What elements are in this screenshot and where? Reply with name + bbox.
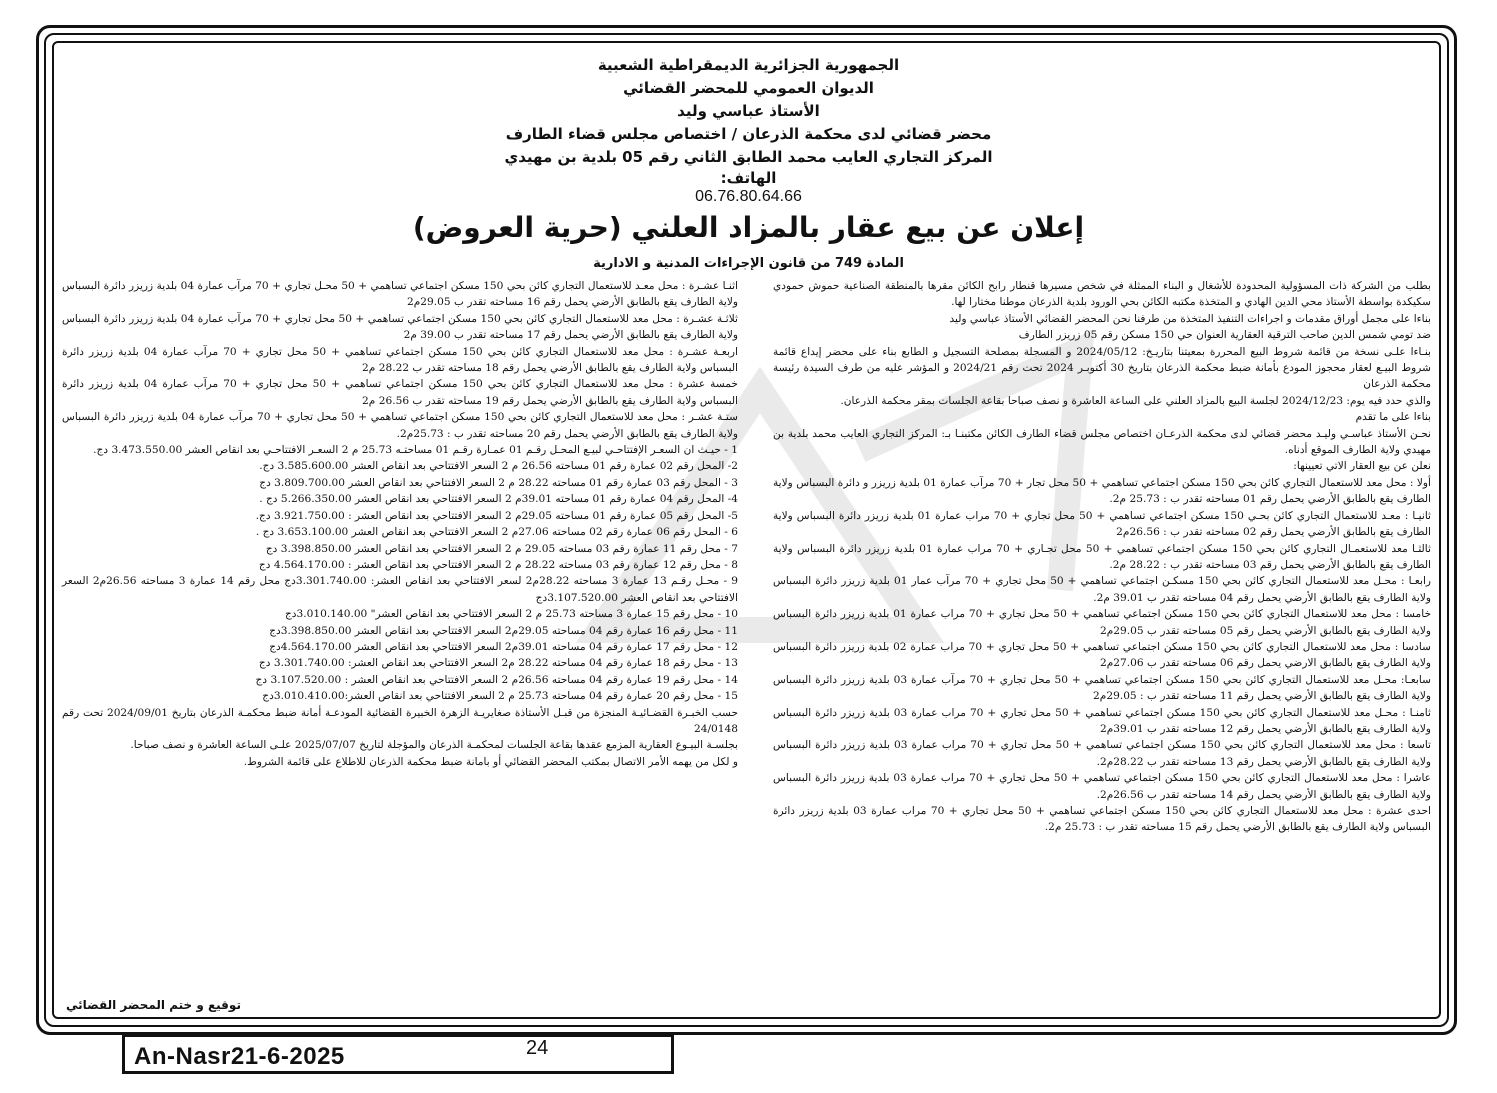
paragraph: رابعـا : محـل معد للاستعمال التجاري كائن بحي 150 مسكـن اجتماعي تساهمي + 50 محل تجاري + 70 مرآب عمار 01 بلدية زريزر دائرة البسباس ولاية الطارف يقع بالطابق الأرضي يحمل رقم 04 مساحته تقدر ب 39.01 م2. xyxy=(773,575,1432,604)
paragraph: والذي حدد فيه يوم: 2024/12/23 لجلسة البيع بالمزاد العلني على الساعة العاشرة و نصف صباحا بقاعة الجلسات بمقر محكمة الذرعان. xyxy=(840,394,1431,407)
paragraph: 2- المحل رقم 02 عمارة رقم 01 مساحته 26.56 م 2 السعر الافتتاحي بعد انقاص العشر 3.585.600.00 دج. xyxy=(259,460,738,473)
paragraph: أولا : محل معد للاستعمال التجاري كائن بحي 150 مسكن اجتماعي تساهمي + 50 محل تجار + 70 مرآب عمارة 01 بلدية زريزر و دائرة البسباس ولاية الطارف يقع بالطابق الأرضي يحمل رقم 01 مساحته تقدر ب : 25.73 م2. xyxy=(773,476,1431,506)
left-text-column xyxy=(62,278,738,770)
paragraph: سابعـا: محـل معد للاستعمال التجاري كائن بحي 150 مسكن اجتماعي تساهمي + 50 محل تجاري + 70 مرآب عمارة 03 بلدية زريزر دائرة البسباس ولاية الطارف يقع بالطابق الأرضي يحمل رقم 11 مساحته تقدر ب : 29.05م2 xyxy=(773,673,1431,703)
paragraph: و لكل من يهمه الأمر الاتصال بمكتب المحضر القضائي أو بامانة ضبط محكمة الذرعان للاطلاع على قائمة الشروط. xyxy=(243,755,738,768)
paragraph: ثانيـا : معـد للاستعمال التجاري كائن بحـي 150 مسكن اجتماعي تساهمي + 50 محل تجاري + 70 مراب عمارة 01 بلدية زريزر دائرة البسباس ولاية الطارف يقع بالطابق الأرضي يحمل رقم 02 مساحته تقدر ب : 26.56م2 xyxy=(773,509,1431,539)
paragraph: نعلن عن بيع العقار الاتي تعيينها: xyxy=(1293,460,1431,473)
paragraph: 13 - محل رقم 18 عمارة رقم 04 مساحته 28.22 م2 السعر الافتتاحي بعد انقاص العشر: 3.301.740.00 دج xyxy=(258,657,738,670)
paragraph: 6 - المحل رقم 06 عمارة رقم 02 مساحته 27.06م 2 السعر الافتتاحي بعد انقاص العشر 3.653.100.00 دج . xyxy=(255,526,738,539)
header-office: الديوان العمومي للمحضر القضائي xyxy=(623,79,874,97)
legal-article: المادة 749 من قانون الإجراءات المدنية و الادارية xyxy=(593,256,904,271)
paragraph: 9 - محـل رقـم 13 عمارة 3 مساحته 28.22م2 لسعر الافتتاحي بعد انقاص العشر: 3.301.740.00دج محل رقم 14 عمارة 3 مساحته 26.56م2 السعر الافتتاحي بعد انقاص العشر 3.107.520.00دج xyxy=(62,575,739,604)
paragraph: ثلاثـة عشـرة : محل معد للاستعمال التجاري كائن بحي 150 مسكن اجتماعي تساهمي + 50 محل تجاري + 70 مرآب عمارة 04 بلدية زريزر دائرة البسباس ولاية الطارف يقع بالطابق الأرضي يحمل رقم 17 مساحته تقدر ب 39.00 م2 xyxy=(62,312,738,342)
paragraph: 8 - محل رقم 12 عمارة رقم 03 مساحته 28.22 م 2 السعر الافتتاحي بعد انقاص العشر : 4.564.170.00 دج xyxy=(258,558,738,571)
paragraph: ستـة عشـر : محل معد للاستعمال التجاري كائن بحي 150 مسكن اجتماعي تساهمي + 50 محل تجاري + 70 مرآب عمارة 04 بلدية زريزر دائرة البسباس ولاية الطارف يقع بالطابق الأرضي يحمل رقم 20 مساحته تقدر ب : 25.73م2. xyxy=(62,411,739,440)
paragraph: بناءا على مجمل أوراق مقدمات و اجراءات التنفيذ المتخذة من طرفنا نحن المحضر القضائي الأستاذ عباسي وليد xyxy=(949,312,1431,325)
signature-line: توقيع و ختم المحضر القضائي xyxy=(66,998,241,1012)
paragraph: 12 - محل رقم 17 عمارة رقم 04 مساحته 39.01م2 السعر الافتتاحي بعد انقاص العشر 4.564.170.00دج xyxy=(269,640,738,653)
document-header xyxy=(300,54,1197,207)
phone-label: الهاتف: xyxy=(720,169,777,187)
paragraph: 15 - محل رقم 20 عمارة رقم 04 مساحته 25.73 م 2 السعر الافتتاحي بعد انقاص العشر:3.010.410.00دج xyxy=(262,690,738,703)
paragraph: 14 - محل رقم 19 عمارة رقم 04 مساحته 26.56م 2 السعر الافتتاحي بعد انقاص العشر : 3.107.520.00 دج xyxy=(255,673,738,686)
paragraph: بنـاءا علـى نسخة من قائمة شروط البيع المحررة بمعيتنا بتاريـخ: 2024/05/12 و المسجلة بمصلحة التسجيل و الطابع بناء على محضر إيداع قائمة شروط البيـع لعقار محجوز المودع بأمانة ضبط محكمة الذرعان بتاريخ 30 أكتوبـر 2024 تحت رقم 2024/21 و المؤشر عليه من طرف السيدة رئيسة محكمة الذرعان xyxy=(773,345,1431,391)
paragraph: خامسا : محل معد للاستعمال التجاري كائن بحي 150 مسكن اجتماعي تساهمي + 50 محل تجاري + 70 مراب عمارة 01 بلدية زريزر دائرة البسباس ولاية الطارف يقع بالطابق الأرضي يحمل رقم 05 مساحته تقدر ب 29.05م2 xyxy=(773,608,1431,637)
paragraph: نحـن الأستاذ عباسـي وليـد محضر قضائي لدى محكمة الذرعـان اختصاص مجلس قضاء الطارف الكائن مكتبنـا بـ: المركز التجاري العايب محمد بلدية بن مهيدي ولاية الطارف الموقع أدناه. xyxy=(773,427,1431,457)
paragraph: ثالثـا معد للاستعمـال التجاري كائن بحي 150 مسكن اجتماعي تساهمي + 50 محل تجـاري + 70 مراب عمارة 01 بلدية زريزر دائرة البسباس ولاية الطارف يقع بالطابق الأرضي يحمل رقم 03 مساحته تقدر ب : 28.22 م2. xyxy=(773,542,1431,571)
paragraph: سادسا : محل معد للاستعمال التجاري كائن بحي 150 مسكن اجتماعي تساهمي + 50 محل تجاري + 70 مراب عمارة 02 بلدية زريزر دائرة البسباس ولاية الطارف يقع بالطابق الارضي يحمل رقم 06 مساحته تقدر ب 27.06م2 xyxy=(773,640,1431,670)
paragraph: اربعـة عشـرة : محل معد للاستعمال التجاري كائن بحي 150 مسكن اجتماعي تساهمي + 50 محل تجاري + 70 مرآب عمارة 04 بلدية زريزر دائرة البسباس ولاية الطارف يقع بالطابق الأرضي يحمل رقم 18 مساحته تقدر ب 28.22 م2 xyxy=(62,345,738,375)
paragraph: بطلب من الشركة ذات المسؤولية المحدودة للأشغال و البناء الممثلة في شخص مسيرها قنطار رابح الكائن مقرها بالمنطقة الصناعية حموش حمودي سكيكدة بواسطة الأستاذ محي الدين الهادي و المتخذة مكتبه الكائن بحي الورود بلدية الذرعان موطنا مختارا لها. xyxy=(773,280,1431,309)
phone-number: 06.76.80.64.66 xyxy=(695,188,802,205)
header-republic: الجمهورية الجزائرية الديمقراطية الشعبية xyxy=(597,56,900,74)
right-text-column xyxy=(773,278,1431,836)
paragraph: عاشرا : محل معد للاستعمال التجاري كائن بحي 150 مسكن اجتماعي تساهمي + 50 محل تجاري + 70 مراب عمارة 03 بلدية زريزر دائرة البسباس ولاية الطارف يقع بالطابق الأرضي يحمل رقم 14 مساحته تقدر ب 26.56م2. xyxy=(773,772,1431,801)
header-bailiff: الأستاذ عباسي وليد xyxy=(677,102,820,120)
page-number: 24 xyxy=(526,1037,549,1059)
paragraph: بناءا على ما تقدم xyxy=(1355,411,1431,424)
paragraph: 1 - حيـث ان السعـر الإفتتاحـي لبيـع المحـل رقـم 01 عمـارة رقـم 01 مساحتـه 25.73 م 2 السعـر الافتتاحـي بعد انقاص العشر 3.473.550.00 دج. xyxy=(93,444,738,457)
paragraph: 3 - المحل رقم 03 عمارة رقم 01 مساحته 28.22 م 2 السعر الافتتاحي بعد انقاص العشر 3.809.700.00 دج xyxy=(259,476,738,489)
paragraph: حسب الخبـرة القضـائيـة المنجزة من قبـل الأستاذة صغايريـة الزهرة الخبيرة القضائية المودعـة أمانة ضبط محكمـة الذرعان بتاريخ 2024/09/01 تحت رقم 24/0148 xyxy=(62,706,738,735)
paragraph: اثنـا عشـرة : محل معـد للاستعمال التجاري كائن بحي 150 مسكن اجتماعي تساهمي + 50 محـل تجاري + 70 مرآب عمارة 04 بلدية زريزر دائرة البسباس ولاية الطارف يقع بالطابق الأرضي يحمل رقم 16 مساحته تقدر ب 29.05م2 xyxy=(62,280,738,309)
header-address: المركز التجاري العايب محمد الطابق الثاني رقم 05 بلدية بن مهيدي xyxy=(504,148,993,166)
paragraph: 4- المحل رقم 04 عمارة رقم 01 مساحته 39.01م 2 السعر الافتتاحي بعد انقاص العشر 5.266.350.00 دج . xyxy=(259,493,738,506)
paragraph: احدى عشرة : محل معد للاستعمال التجاري كائن بحي 150 مسكن اجتماعي تساهمي + 50 محل تجاري + 70 مراب عمارة 03 بلدية زريزر دائرة البسباس ولاية الطارف يقع بالطابق الأرضي يحمل رقم 15 مساحته تقدر ب : 25.73 م2. xyxy=(773,805,1431,834)
newspaper-date: An-Nasr21-6-2025 xyxy=(134,1043,345,1070)
paragraph: 5- المحل رقم 05 عمارة رقم 01 مساحته 29.05م 2 السعر الافتتاحي بعد انقاص العشر : 3.921.750.00 دج. xyxy=(255,509,738,522)
announcement-title: إعلان عن بيع عقار بالمزاد العلني (حرية العروض) xyxy=(412,211,1085,244)
header-jurisdiction: محضر قضائي لدى محكمة الذرعان / اختصاص مجلس قضاء الطارف xyxy=(505,125,992,143)
paragraph: تاسعا : محل معد للاستعمال التجاري كائن بحي 150 مسكن اجتماعي تساهمي + 50 محل تجاري + 70 مراب عمارة 03 بلدية زريزر دائرة البسباس ولاية الطارف يقع بالطابق الأرضي يحمل رقم 13 مساحته تقدر ب 28.22م2. xyxy=(773,739,1431,768)
paragraph: 7 - محل رقم 11 عمارة رقم 03 مساحته 29.05 م 2 السعر الافتتاحي بعد انقاص العشر 3.398.850.00 دج xyxy=(265,542,738,555)
header-phone-row xyxy=(300,169,1197,187)
paragraph: ضد تومي شمس الدين صاحب الترقية العقارية العنوان حي 150 مسكن رقم 05 زريزر الطارف xyxy=(1018,329,1431,342)
paragraph: 10 - محل رقم 15 عمارة 3 مساحته 25.73 م 2 السعر الافتتاحي بعد انقاص العشر" 3.010.140.00دج xyxy=(284,608,738,621)
paragraph: خمسة عشرة : محل معد للاستعمال التجاري كائن بحي 150 مسكن اجتماعي تساهمي + 50 محل تجاري + 70 مرآب عمارة 04 بلدية زريزر دائرة البسباس ولاية الطارف يقع بالطابق الأرضي يحمل رقم 19 مساحته تقدر ب 26.56 م2 xyxy=(62,378,738,407)
paragraph: 11 - محل رقم 16 عمارة رقم 04 مساحته 29.05م2 السعر الافتتاحي بعد انقاص العشر 3.398.850.00دج xyxy=(269,624,738,637)
paragraph: ثامنـا : محـل معد للاستعمال التجاري كائن بحي 150 مسكن اجتماعي تساهمي + 50 محل تجاري + 70 مراب عمارة 03 بلدية زريزر دائرة البسباس ولاية الطارف يقع بالطابق الأرضي يحمل رقم 12 مساحته تقدر ب 39.01م2 xyxy=(773,706,1431,735)
paragraph: بجلسـة البيـوع العقارية المزمع عقدها بقاعة الجلسات لمحكمـة الذرعان والمؤجلة لتاريخ 2025/07/07 علـى الساعة العاشرة و نصف صباحا. xyxy=(130,739,738,752)
